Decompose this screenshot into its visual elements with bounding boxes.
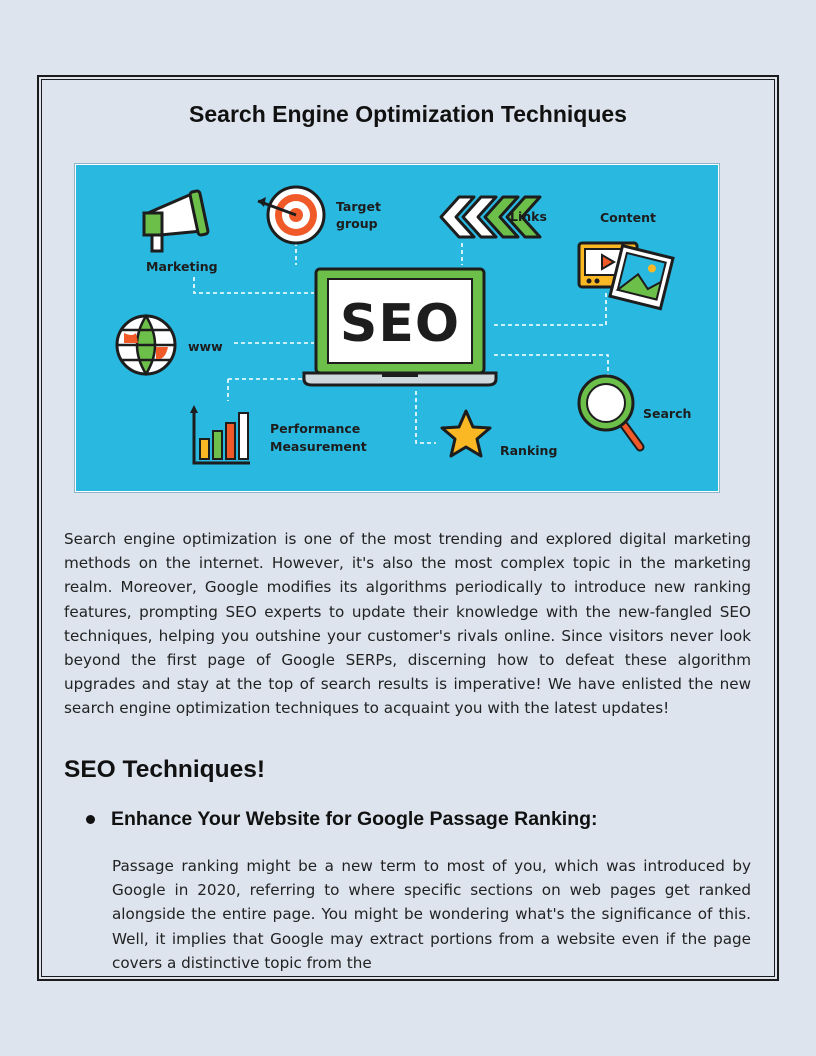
label-search: Search [643,406,692,421]
subheading-passage-ranking: Enhance Your Website for Google Passage Ranking: [111,808,598,830]
globe-icon [117,316,175,374]
passage-ranking-paragraph: Passage ranking might be a new term to most of you, which was introduced by Google in 2020, referring to where specific sections on web pages get ranked alongside the entire page. You might be wondering what's the significance of this. Well, it implies that Google may extract portions from a website even if the page covers a distinctive topic from the [112,857,751,972]
label-performance-line1: Performance [270,421,361,436]
label-www: www [188,339,223,354]
section-heading: SEO Techniques! [64,756,266,783]
label-marketing: Marketing [146,259,218,274]
seo-illustration [74,163,720,493]
label-target-line1: Target [336,199,381,214]
label-ranking: Ranking [500,443,558,458]
label-content: Content [600,210,656,225]
document-title: Search Engine Optimization Techniques [189,101,627,127]
bullet-icon [86,815,95,824]
label-performance-line2: Measurement [270,439,367,454]
label-links: Links [510,209,547,224]
label-target-line2: group [336,216,378,231]
laptop-screen-text: SEO [339,294,461,354]
intro-paragraph: Search engine optimization is one of the most trending and explored digital marketing methods on the internet. However, it's also the most complex topic in the marketing realm. Moreover, Google modifies its algorithms periodically to introduce new ranking features, prompting SEO experts to update their knowledge with the new-fangled SEO techniques, helping you outshine your customer's rivals online. Since visitors never look beyond the first page of Google SERPs, discerning how to defeat these algorithm upgrades and stay at the top of search results is imperative! We have enlisted the new search engine optimization techniques to acquaint you with the latest updates! [64,530,751,718]
bullet-item [86,808,598,831]
